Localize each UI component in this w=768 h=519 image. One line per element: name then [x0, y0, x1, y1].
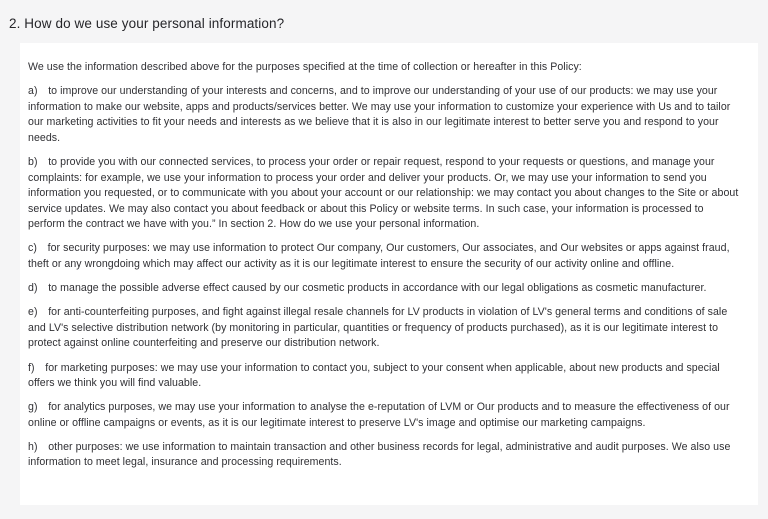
paragraph-text: for security purposes: we may use information to protect Our company, Our customers, Our associates, and Our websites or apps against fraud, theft or any wrongdoing which may affect our activity as it is our legitimate interest to ensure the security of our activity online and offline. [28, 242, 730, 271]
paragraph-text: for anti-counterfeiting purposes, and fight against illegal resale channels for LV products in violation of LV's general terms and conditions of sale and LV's selective distribution network (by monitoring in particular, quantities or frequency of products purchased), as it is our legitimate interest to protect against online counterfeiting and preserve our distribution network. [28, 306, 728, 350]
paragraph-text: to improve our understanding of your interests and concerns, and to improve our understanding of your use of our products: we may use your information to make our website, apps and products/services better. We may use your information to customize your experience with Us and to tailor our marketing activities to fit your needs and interests as we believe that it is also in our legitimate interest to better serve you and respond to your needs. [28, 85, 731, 144]
list-item-marker: a) [28, 85, 49, 98]
paragraph-text: to manage the possible adverse effect caused by our cosmetic products in accordance with our legal obligations as cosmetic manufacturer. [48, 282, 707, 295]
policy-list-item [28, 400, 742, 431]
list-item-marker: g) [28, 401, 49, 414]
paragraph-text: to provide you with our connected services, to process your order or repair request, respond to your requests or questions, and manage your complaints: for example, we use your information to process your order and deliver your products. Or, we may use your information to send you information you requested, or to communicate with you about your account or our relationship: we may contact you about changes to the Site or about service updates. We may also contact you about feedback or about this Policy or website terms. In such case, your information is processed to perform the contract we have with you.” In section 2. How do we use your personal information. [28, 155, 739, 231]
paragraph-text: for marketing purposes: we may use your information to contact you, subject to your consent when applicable, about new products and special offers we think you will find valuable. [28, 361, 720, 390]
paragraph-text: We use the information described above for the purposes specified at the time of collection or hereafter in this Policy: [28, 61, 582, 73]
paragraph-text: for analytics purposes, we may use your information to analyse the e-reputation of LVM or Our products and to measure the effectiveness of our online or offline campaigns or events, as it is our legitimate interest to preserve LV's image and optimise our marketing campaigns. [28, 401, 730, 429]
list-item-marker: d) [28, 282, 49, 295]
policy-paragraph-list [20, 43, 758, 471]
policy-list-item [28, 155, 742, 233]
policy-list-item [28, 241, 742, 272]
list-item-marker: f) [28, 361, 46, 374]
list-item-marker: c) [28, 242, 48, 255]
policy-list-item [28, 361, 742, 392]
policy-intro-paragraph [28, 60, 742, 76]
policy-list-item [28, 305, 742, 352]
policy-list-item [28, 84, 742, 146]
policy-list-item [28, 281, 742, 297]
list-item-marker: b) [28, 155, 49, 168]
policy-content-card [20, 43, 758, 505]
list-item-marker: e) [28, 306, 49, 319]
paragraph-text: other purposes: we use information to maintain transaction and other business records for legal, administrative and audit purposes. We also use information to meet legal, insurance and processing requirements. [28, 440, 731, 469]
policy-list-item [28, 440, 742, 471]
page-title: 2. How do we use your personal information? [9, 16, 285, 32]
list-item-marker: h) [28, 440, 49, 453]
